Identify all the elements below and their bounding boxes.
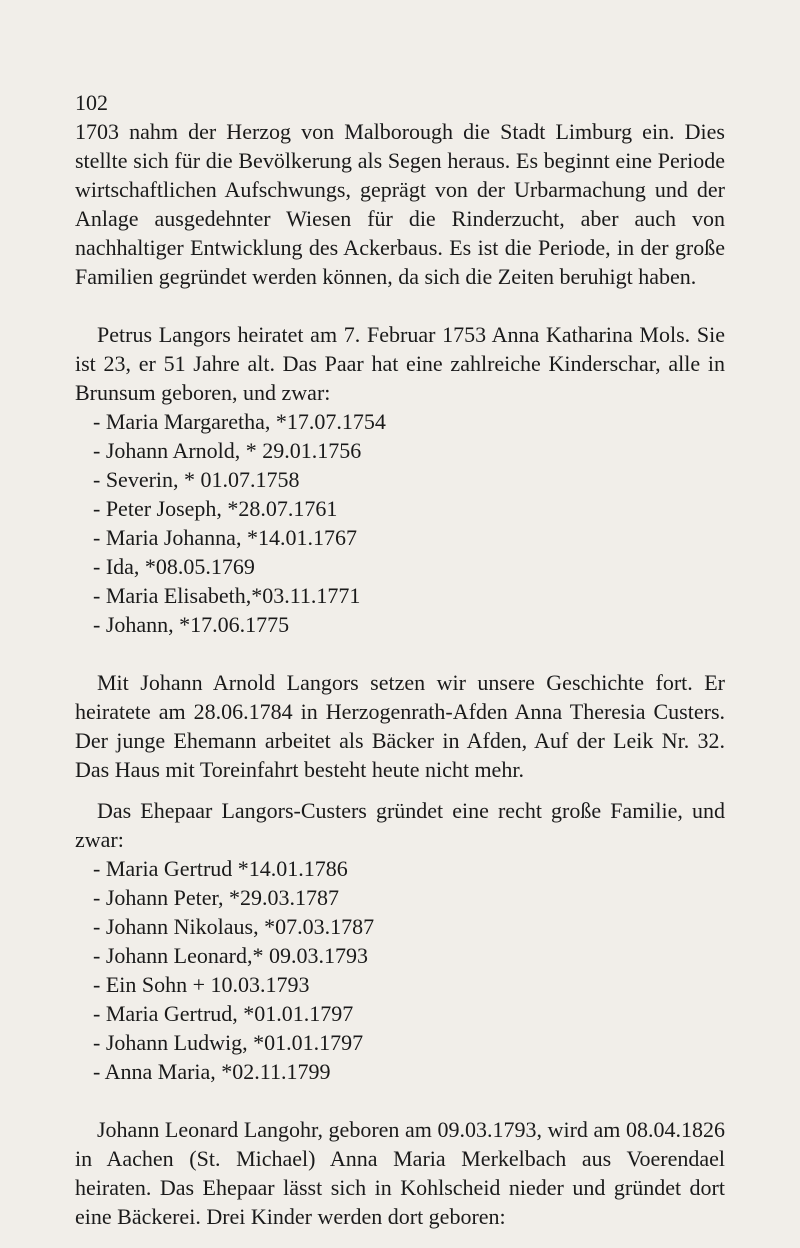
list-item: - Johann Leonard,* 09.03.1793	[93, 943, 368, 968]
list-item: - Johann Peter, *29.03.1787	[93, 885, 339, 910]
page-number: 102	[75, 90, 108, 115]
paragraph-gap	[75, 784, 725, 796]
paragraph-johann-arnold: Mit Johann Arnold Langors setzen wir unsere Geschichte fort. Er heiratete am 28.06.1784 in Herzogenrath-Afden Anna Theresia Custers. Der junge Ehemann arbeitet als Bäcker in Afden, Auf der Leik Nr. 32. Das Haus mit Toreinfahrt besteht heute nicht mehr.	[75, 670, 725, 782]
list-item: - Maria Gertrud *14.01.1786	[93, 856, 348, 881]
paragraph-langors-custers: Das Ehepaar Langors-Custers gründet eine recht große Familie, und zwar:	[75, 798, 725, 852]
list-item: - Johann Arnold, * 29.01.1756	[93, 438, 362, 463]
children-list-petrus	[75, 407, 725, 639]
list-item: - Severin, * 01.07.1758	[93, 467, 300, 492]
list-item: - Johann Ludwig, *01.01.1797	[93, 1030, 364, 1055]
children-list-langors-custers	[75, 854, 725, 1086]
paragraph-petrus-langors: Petrus Langors heiratet am 7. Februar 1753 Anna Katharina Mols. Sie ist 23, er 51 Jahre alt. Das Paar hat eine zahlreiche Kinderschar, alle in Brunsum geboren, und zwar:	[75, 322, 725, 405]
list-item: - Maria Elisabeth,*03.11.1771	[93, 583, 361, 608]
list-item: - Peter Joseph, *28.07.1761	[93, 496, 338, 521]
list-item: - Ida, *08.05.1769	[93, 554, 255, 579]
list-item: - Maria Johanna, *14.01.1767	[93, 525, 357, 550]
paragraph-gap	[75, 291, 725, 320]
list-item: - Ein Sohn + 10.03.1793	[93, 972, 310, 997]
paragraph-limburg-1703: 1703 nahm der Herzog von Malborough die Stadt Limburg ein. Dies stellte sich für die Bevölkerung als Segen heraus. Es beginnt eine Periode wirtschaftlichen Aufschwungs, geprägt von der Urbarmachung und der Anlage ausgedehnter Wiesen für die Rinderzucht, aber auch von nachhaltiger Entwicklung des Ackerbaus. Es ist die Periode, in der große Familien gegründet werden können, da sich die Zeiten beruhigt haben.	[75, 119, 725, 289]
list-item: - Johann, *17.06.1775	[93, 612, 290, 637]
list-item: - Anna Maria, *02.11.1799	[93, 1059, 331, 1084]
book-page	[75, 88, 725, 1231]
paragraph-johann-leonard: Johann Leonard Langohr, geboren am 09.03.1793, wird am 08.04.1826 in Aachen (St. Michael) Anna Maria Merkelbach aus Voerendael heiraten. Das Ehepaar lässt sich in Kohlscheid nieder und gründet dort eine Bäckerei. Drei Kinder werden dort geboren:	[75, 1117, 725, 1229]
list-item: - Maria Gertrud, *01.01.1797	[93, 1001, 354, 1026]
paragraph-gap	[75, 1086, 725, 1115]
list-item: - Maria Margaretha, *17.07.1754	[93, 409, 386, 434]
list-item: - Johann Nikolaus, *07.03.1787	[93, 914, 375, 939]
paragraph-gap	[75, 639, 725, 668]
